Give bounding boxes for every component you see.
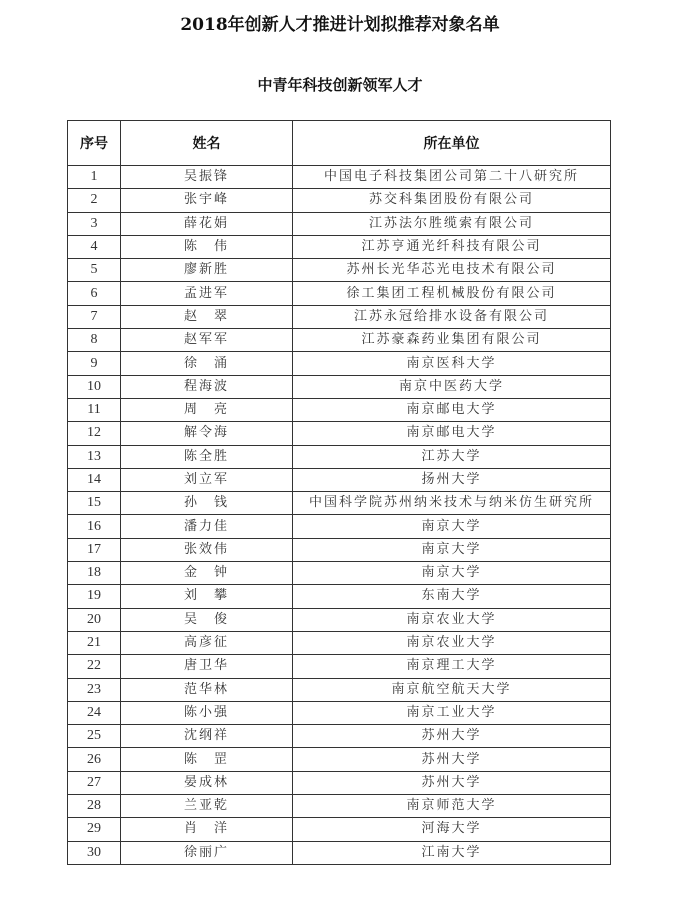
row-organization: 扬州大学 (293, 468, 611, 491)
table-row (68, 748, 611, 771)
row-index: 28 (68, 795, 121, 818)
row-organization: 南京农业大学 (293, 608, 611, 631)
row-name: 周 亮 (121, 398, 293, 421)
row-organization: 南京邮电大学 (293, 398, 611, 421)
document-subtitle: 中青年科技创新领军人才 (257, 76, 423, 94)
row-index: 30 (68, 841, 121, 864)
table-row (68, 166, 611, 189)
document-title: 2018年创新人才推进计划拟推荐对象名单 (180, 15, 500, 35)
row-organization: 江南大学 (293, 841, 611, 864)
row-name: 孙 钱 (121, 492, 293, 515)
table-row (68, 795, 611, 818)
row-name: 张效伟 (121, 538, 293, 561)
row-name: 张宇峰 (121, 189, 293, 212)
table-row (68, 701, 611, 724)
header-index: 序号 (68, 121, 121, 166)
row-name: 肖 洋 (121, 818, 293, 841)
row-name: 陈全胜 (121, 445, 293, 468)
table-row (68, 189, 611, 212)
row-name: 程海波 (121, 375, 293, 398)
table-row (68, 235, 611, 258)
row-name: 孟进军 (121, 282, 293, 305)
row-index: 26 (68, 748, 121, 771)
row-index: 12 (68, 422, 121, 445)
row-name: 晏成林 (121, 771, 293, 794)
header-organization: 所在单位 (293, 121, 611, 166)
table-row (68, 398, 611, 421)
row-organization: 河海大学 (293, 818, 611, 841)
row-organization: 南京航空航天大学 (293, 678, 611, 701)
row-organization: 徐工集团工程机械股份有限公司 (293, 282, 611, 305)
row-organization: 南京大学 (293, 538, 611, 561)
row-name: 高彦征 (121, 631, 293, 654)
table-row (68, 468, 611, 491)
row-name: 吴振锋 (121, 166, 293, 189)
row-organization: 南京理工大学 (293, 655, 611, 678)
table-row (68, 375, 611, 398)
table-row (68, 422, 611, 445)
row-organization: 苏交科集团股份有限公司 (293, 189, 611, 212)
row-index: 20 (68, 608, 121, 631)
row-index: 8 (68, 329, 121, 352)
table-row (68, 725, 611, 748)
row-organization: 南京大学 (293, 515, 611, 538)
table-row (68, 492, 611, 515)
row-name: 薛花娟 (121, 212, 293, 235)
row-name: 潘力佳 (121, 515, 293, 538)
row-index: 7 (68, 305, 121, 328)
row-index: 27 (68, 771, 121, 794)
row-organization: 中国科学院苏州纳米技术与纳米仿生研究所 (293, 492, 611, 515)
row-organization: 南京邮电大学 (293, 422, 611, 445)
row-organization: 南京工业大学 (293, 701, 611, 724)
row-name: 陈 伟 (121, 235, 293, 258)
row-organization: 江苏亨通光纤科技有限公司 (293, 235, 611, 258)
table-row (68, 282, 611, 305)
table-row (68, 771, 611, 794)
table-row (68, 259, 611, 282)
row-name: 陈 罡 (121, 748, 293, 771)
row-index: 10 (68, 375, 121, 398)
row-index: 15 (68, 492, 121, 515)
row-index: 6 (68, 282, 121, 305)
table-row (68, 678, 611, 701)
row-index: 25 (68, 725, 121, 748)
row-name: 陈小强 (121, 701, 293, 724)
row-organization: 江苏永冠给排水设备有限公司 (293, 305, 611, 328)
row-organization: 南京医科大学 (293, 352, 611, 375)
table-header-row (68, 121, 611, 166)
row-name: 刘 攀 (121, 585, 293, 608)
row-index: 19 (68, 585, 121, 608)
table-row (68, 818, 611, 841)
row-name: 解令海 (121, 422, 293, 445)
row-index: 14 (68, 468, 121, 491)
row-organization: 南京中医药大学 (293, 375, 611, 398)
row-organization: 苏州大学 (293, 771, 611, 794)
table-row (68, 329, 611, 352)
row-index: 13 (68, 445, 121, 468)
row-name: 金 钟 (121, 562, 293, 585)
table-row (68, 445, 611, 468)
row-organization: 苏州长光华芯光电技术有限公司 (293, 259, 611, 282)
row-organization: 南京农业大学 (293, 631, 611, 654)
row-name: 赵 翠 (121, 305, 293, 328)
table-row (68, 562, 611, 585)
row-name: 徐 涌 (121, 352, 293, 375)
row-name: 沈纲祥 (121, 725, 293, 748)
row-index: 22 (68, 655, 121, 678)
row-index: 17 (68, 538, 121, 561)
table-row (68, 515, 611, 538)
header-name: 姓名 (121, 121, 293, 166)
table-row (68, 305, 611, 328)
nominee-table (67, 120, 611, 865)
row-index: 24 (68, 701, 121, 724)
row-index: 11 (68, 398, 121, 421)
row-name: 刘立军 (121, 468, 293, 491)
table-row (68, 841, 611, 864)
row-organization: 苏州大学 (293, 748, 611, 771)
row-name: 徐丽广 (121, 841, 293, 864)
row-organization: 江苏豪森药业集团有限公司 (293, 329, 611, 352)
table-row (68, 585, 611, 608)
row-index: 23 (68, 678, 121, 701)
row-name: 唐卫华 (121, 655, 293, 678)
row-organization: 南京大学 (293, 562, 611, 585)
table-row (68, 631, 611, 654)
row-index: 9 (68, 352, 121, 375)
row-name: 赵军军 (121, 329, 293, 352)
row-index: 1 (68, 166, 121, 189)
row-index: 18 (68, 562, 121, 585)
row-index: 29 (68, 818, 121, 841)
row-index: 5 (68, 259, 121, 282)
row-organization: 江苏大学 (293, 445, 611, 468)
table-row (68, 655, 611, 678)
table-row (68, 538, 611, 561)
row-organization: 江苏法尔胜缆索有限公司 (293, 212, 611, 235)
row-name: 兰亚乾 (121, 795, 293, 818)
row-index: 4 (68, 235, 121, 258)
row-organization: 东南大学 (293, 585, 611, 608)
table-row (68, 352, 611, 375)
row-organization: 南京师范大学 (293, 795, 611, 818)
row-name: 吴 俊 (121, 608, 293, 631)
table-row (68, 608, 611, 631)
row-name: 廖新胜 (121, 259, 293, 282)
row-organization: 中国电子科技集团公司第二十八研究所 (293, 166, 611, 189)
row-index: 21 (68, 631, 121, 654)
row-name: 范华林 (121, 678, 293, 701)
row-index: 2 (68, 189, 121, 212)
table-row (68, 212, 611, 235)
row-organization: 苏州大学 (293, 725, 611, 748)
row-index: 16 (68, 515, 121, 538)
row-index: 3 (68, 212, 121, 235)
